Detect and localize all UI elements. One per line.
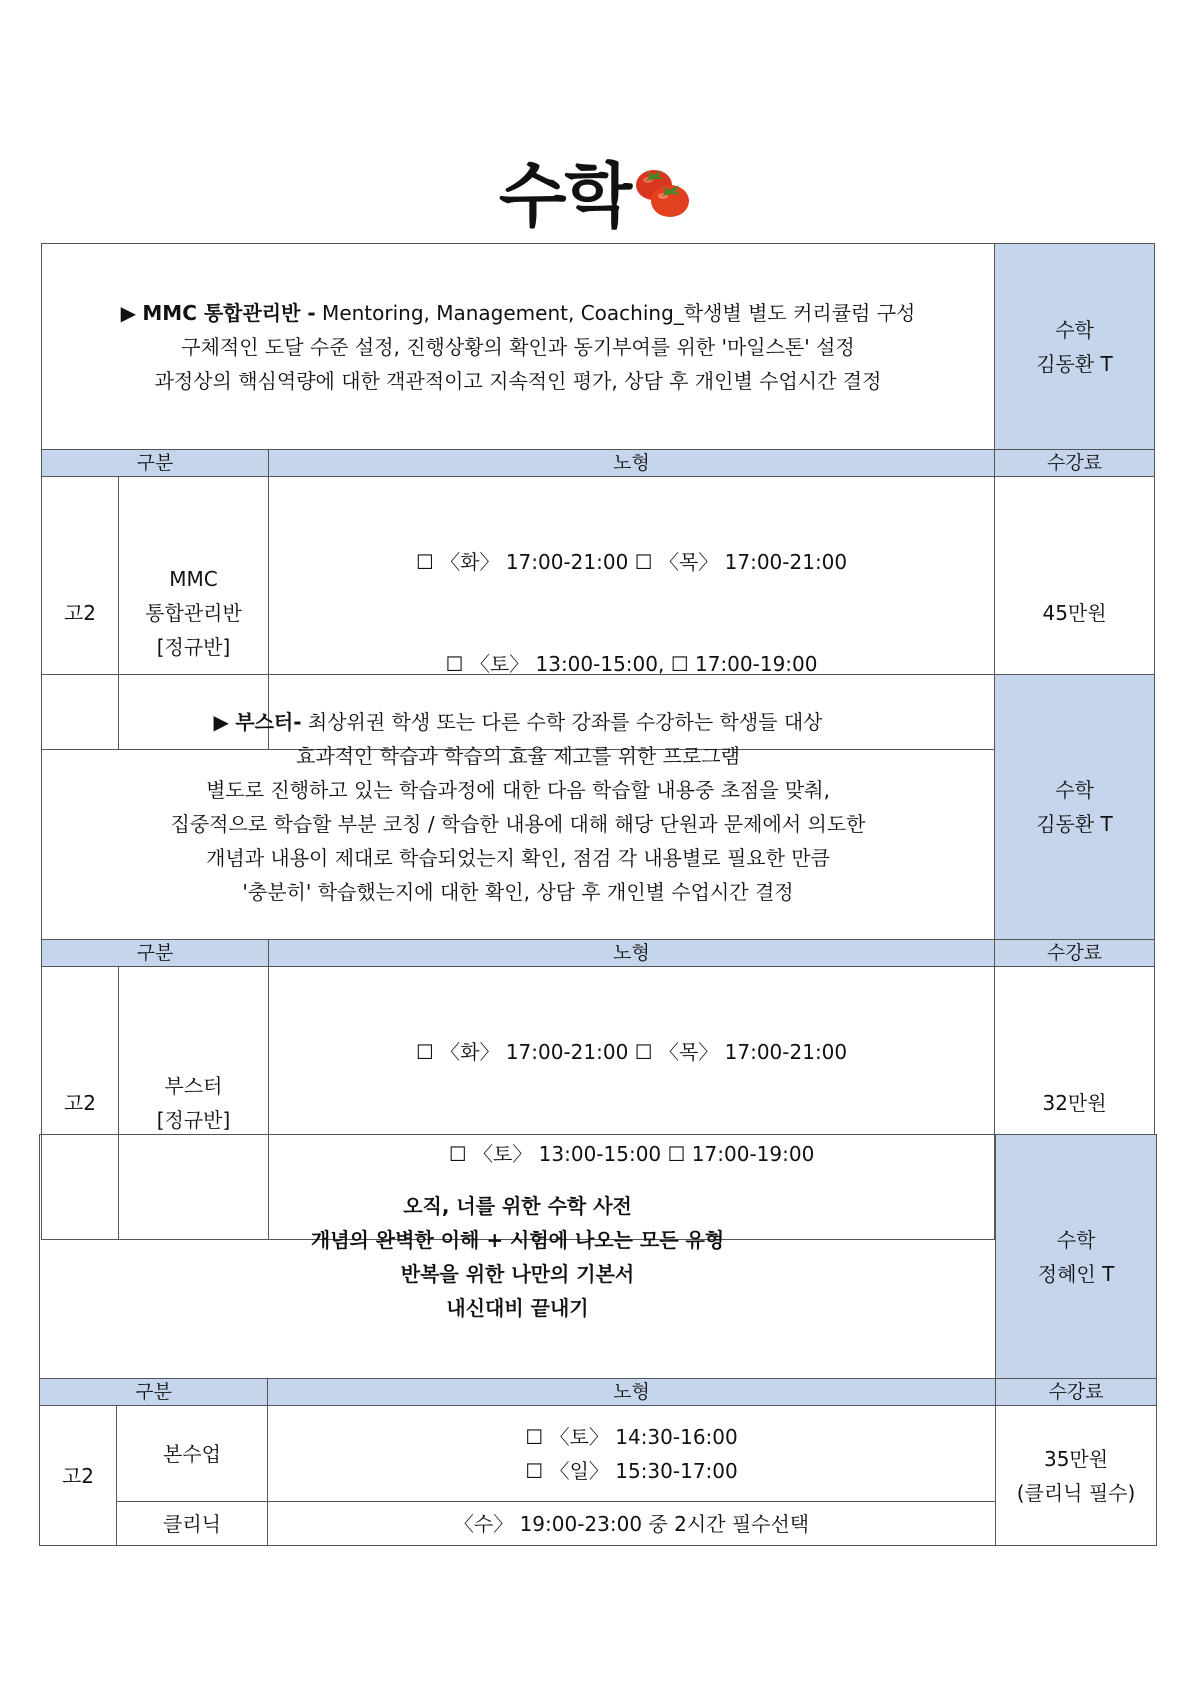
teacher-name: 김동환 T: [1036, 812, 1113, 836]
schedule-line: ☐ 〈일〉 15:30-17:00: [525, 1458, 738, 1483]
grade-cell: 고2: [40, 1406, 117, 1546]
description-line: 개념의 완벽한 이해 + 시험에 나오는 모든 유형: [310, 1227, 725, 1252]
class-name-cell: MMC 통합관리반 [정규반]: [119, 477, 269, 750]
description-line: 과정상의 핵심역량에 대한 객관적이고 지속적인 평가, 상담 후 개인별 수업시간 결정: [154, 368, 882, 393]
category-header: 구분: [42, 940, 269, 967]
schedule-line: ☐ 〈토〉 13:00-15:00, ☐ 17:00-19:00: [445, 652, 818, 676]
subject-label: 수학: [1056, 1227, 1096, 1252]
description-line: 오직, 너를 위한 수학 사전: [403, 1193, 632, 1218]
fee-header: 수강료: [995, 450, 1155, 477]
description-line: ▶ MMC 통합관리반 - Mentoring, Management, Coaching_학생별 별도 커리큘럼 구성: [120, 300, 916, 325]
schedule-line: ☐ 〈화〉 17:00-21:00 ☐ 〈목〉 17:00-21:00: [415, 1040, 848, 1064]
teacher-cell: [995, 675, 1155, 940]
description-line: 구체적인 도달 수준 설정, 진행상황의 확인과 동기부여를 위한 '마일스톤' 설정: [181, 334, 855, 359]
grade-cell: 고2: [42, 477, 119, 750]
subject-label: 수학: [1055, 778, 1094, 802]
schedule-header: 노형: [269, 450, 995, 477]
schedule-line: 〈수〉 19:00-23:00 중 2시간 필수선택: [453, 1511, 810, 1536]
fee-cell: 45만원: [995, 477, 1155, 750]
class-name-cell: 부스터 [정규반]: [119, 967, 269, 1240]
description-line: 별도로 진행하고 있는 학습과정에 대한 다음 학습할 내용중 초점을 맞춰,: [206, 778, 830, 802]
description-line: 반복을 위한 나만의 기본서: [400, 1261, 635, 1286]
course-description: [42, 244, 995, 450]
concept-schedule-table: [39, 1134, 1157, 1546]
course-description: [40, 1135, 996, 1379]
teacher-cell: [995, 244, 1155, 450]
category-header: 구분: [42, 450, 269, 477]
schedule-header: 노형: [268, 1379, 996, 1406]
schedule-line: ☐ 〈토〉 14:30-16:00: [525, 1424, 738, 1449]
fee-header: 수강료: [995, 940, 1155, 967]
tomato-icon: [632, 161, 692, 221]
description-line: 개념과 내용이 제대로 학습되었는지 확인, 점검 각 내용별로 필요한 만큼: [206, 846, 830, 870]
description-line: '충분히' 학습했는지에 대한 확인, 상담 후 개인별 수업시간 결정: [242, 880, 794, 904]
page-title: 수학: [498, 155, 631, 237]
description-line: 효과적인 학습과 학습의 효율 제고를 위한 프로그램: [296, 744, 740, 768]
description-line: 내신대비 끝내기: [446, 1295, 589, 1320]
teacher-name: 김동환 T: [1036, 351, 1113, 376]
class-name-cell: 클리닉: [117, 1502, 268, 1546]
fee-header: 수강료: [996, 1379, 1157, 1406]
schedule-cell: [268, 1502, 996, 1546]
schedule-cell: [268, 1406, 996, 1502]
grade-cell: 고2: [42, 967, 119, 1240]
teacher-cell: [996, 1135, 1157, 1379]
class-name-cell: 본수업: [117, 1406, 268, 1502]
subject-label: 수학: [1055, 317, 1094, 342]
schedule-line: ☐ 〈화〉 17:00-21:00 ☐ 〈목〉 17:00-21:00: [415, 550, 848, 574]
description-line: 집중적으로 학습할 부분 코칭 / 학습한 내용에 대해 해당 단원과 문제에서 의도한: [170, 812, 866, 836]
schedule-line: ☐ 〈토〉 13:00-15:00 ☐ 17:00-19:00: [448, 1142, 815, 1166]
course-description: [42, 675, 995, 940]
schedule-header: 노형: [269, 940, 995, 967]
description-line: ▶ 부스터- 최상위권 학생 또는 다른 수학 강좌를 수강하는 학생들 대상: [213, 710, 823, 734]
fee-cell: 35만원 (클리닉 필수): [996, 1406, 1157, 1546]
category-header: 구분: [40, 1379, 268, 1406]
page-title-block: [0, 140, 1191, 241]
fee-cell: 32만원: [995, 967, 1155, 1240]
teacher-name: 정혜인 T: [1037, 1261, 1115, 1286]
